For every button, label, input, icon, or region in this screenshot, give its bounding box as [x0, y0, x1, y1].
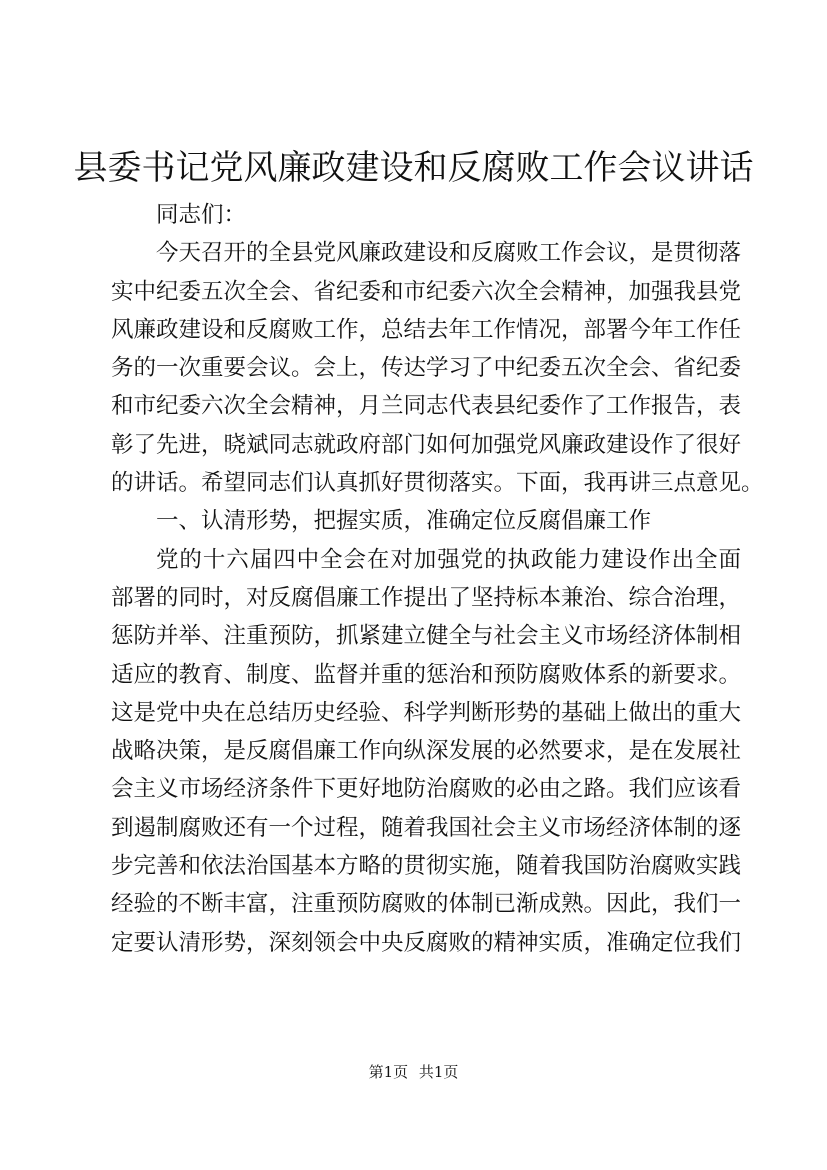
paragraph-line: 风廉政建设和反腐败工作，总结去年工作情况，部署今年工作任 [111, 316, 742, 343]
page-number: 第1页 [368, 1063, 409, 1081]
paragraph-line: 会主义市场经济条件下更好地防治腐败的必由之路。我们应该看 [111, 776, 742, 803]
paragraph-line: 经验的不断丰富，注重预防腐败的体制已渐成熟。因此，我们一 [111, 891, 742, 918]
paragraph-line: 部署的同时，对反腐倡廉工作提出了坚持标本兼治、综合治理， [111, 584, 742, 611]
page-total: 共1页 [418, 1063, 459, 1081]
paragraph-line: 适应的教育、制度、监督并重的惩治和预防腐败体系的新要求。 [111, 661, 742, 688]
paragraph-line: 战略决策，是反腐倡廉工作向纵深发展的必然要求，是在发展社 [111, 738, 742, 765]
document-title: 县委书记党风廉政建设和反腐败工作会议讲话 [73, 148, 754, 188]
section-heading: 一、认清形势，把握实质，准确定位反腐倡廉工作 [156, 508, 652, 535]
paragraph-line: 今天召开的全县党风廉政建设和反腐败工作会议，是贯彻落 [156, 240, 742, 267]
paragraph-line: 惩防并举、注重预防，抓紧建立健全与社会主义市场经济体制相 [111, 623, 742, 650]
paragraph-line: 实中纪委五次全会、省纪委和市纪委六次全会精神，加强我县党 [111, 278, 742, 305]
paragraph-line: 步完善和依法治国基本方略的贯彻实施，随着我国防治腐败实践 [111, 853, 742, 880]
document-body [111, 196, 764, 962]
paragraph-line: 的讲话。希望同志们认真抓好贯彻落实。下面，我再讲三点意见。 [111, 470, 764, 497]
paragraph-line: 务的一次重要会议。会上，传达学习了中纪委五次全会、省纪委 [111, 355, 742, 382]
paragraph-line: 到遏制腐败还有一个过程，随着我国社会主义市场经济体制的逐 [111, 814, 742, 841]
paragraph-line: 党的十六届四中全会在对加强党的执政能力建设作出全面 [156, 546, 741, 573]
paragraph-line: 彰了先进，晓斌同志就政府部门如何加强党风廉政建设作了很好 [111, 431, 742, 458]
salutation-line: 同志们： [156, 202, 247, 228]
paragraph-line: 这是党中央在总结历史经验、科学判断形势的基础上做出的重大 [111, 699, 742, 726]
page-footer [0, 1062, 827, 1082]
paragraph-line: 定要认清形势，深刻领会中央反腐败的精神实质，准确定位我们 [111, 929, 742, 956]
paragraph-line: 和市纪委六次全会精神，月兰同志代表县纪委作了工作报告，表 [111, 393, 742, 420]
